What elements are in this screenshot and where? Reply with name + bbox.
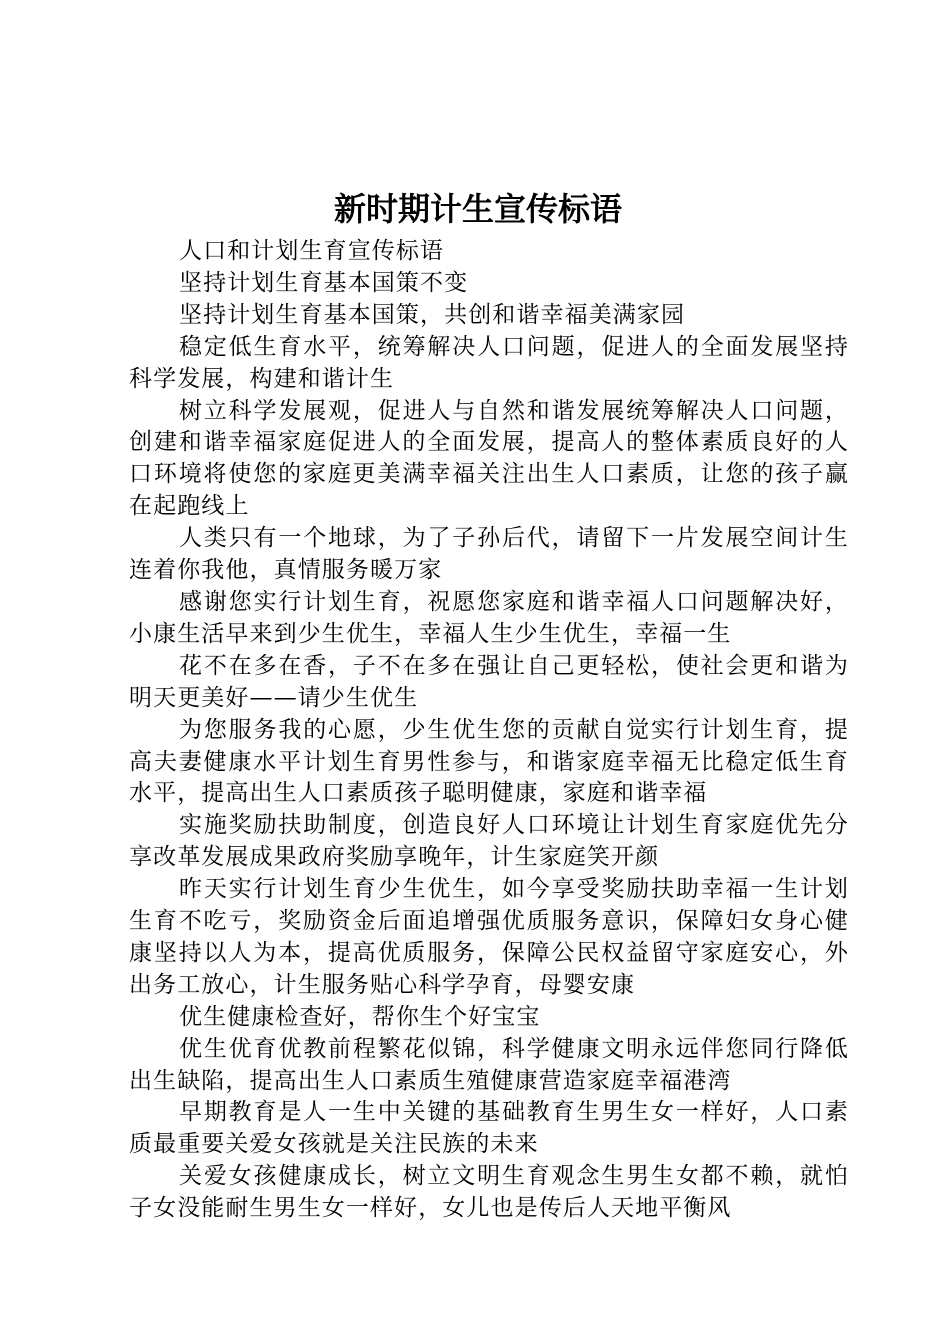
paragraph: 为您服务我的心愿，少生优生您的贡献自觉实行计划生育，提高夫妻健康水平计划生育男性参与，和谐家庭幸福无比稳定低生育水平，提高出生人口素质孩子聪明健康，家庭和谐幸福	[129, 716, 849, 807]
paragraph: 关爱女孩健康成长，树立文明生育观念生男生女都不赖，就怕子女没能耐生男生女一样好，女儿也是传后人天地平衡风	[129, 1163, 849, 1222]
paragraph: 感谢您实行计划生育，祝愿您家庭和谐幸福人口问题解决好，小康生活早来到少生优生，幸福人生少生优生，幸福一生	[129, 588, 849, 647]
paragraph: 稳定低生育水平，统筹解决人口问题，促进人的全面发展坚持科学发展，构建和谐计生	[129, 333, 849, 392]
paragraph: 人类只有一个地球，为了子孙后代，请留下一片发展空间计生连着你我他，真情服务暖万家	[129, 525, 849, 584]
paragraph: 花不在多在香，子不在多在强让自己更轻松，使社会更和谐为明天更美好——请少生优生	[129, 652, 849, 711]
paragraph: 树立科学发展观，促进人与自然和谐发展统筹解决人口问题，创建和谐幸福家庭促进人的全面发展，提高人的整体素质良好的人口环境将使您的家庭更美满幸福关注出生人口素质，让您的孩子赢在起跑线上	[129, 397, 849, 520]
paragraph: 坚持计划生育基本国策不变	[179, 269, 469, 296]
paragraph: 实施奖励扶助制度，创造良好人口环境让计划生育家庭优先分享改革发展成果政府奖励享晚年，计生家庭笑开颜	[129, 812, 849, 871]
paragraph: 昨天实行计划生育少生优生，如今享受奖励扶助幸福一生计划生育不吃亏，奖励资金后面追增强优质服务意识，保障妇女身心健康坚持以人为本，提高优质服务，保障公民权益留守家庭安心，外出务工放心，计生服务贴心科学孕育，母婴安康	[129, 876, 849, 998]
paragraph: 优生优育优教前程繁花似锦，科学健康文明永远伴您同行降低出生缺陷，提高出生人口素质生殖健康营造家庭幸福港湾	[129, 1035, 849, 1094]
document-title: 新时期计生宣传标语	[333, 190, 622, 228]
document-body	[129, 236, 849, 1225]
paragraph: 优生健康检查好，帮你生个好宝宝	[179, 1003, 541, 1030]
paragraph: 人口和计划生育宣传标语	[179, 238, 445, 264]
paragraph: 坚持计划生育基本国策，共创和谐幸福美满家园	[179, 301, 686, 328]
paragraph: 早期教育是人一生中关键的基础教育生男生女一样好，人口素质最重要关爱女孩就是关注民族的未来	[129, 1099, 849, 1158]
